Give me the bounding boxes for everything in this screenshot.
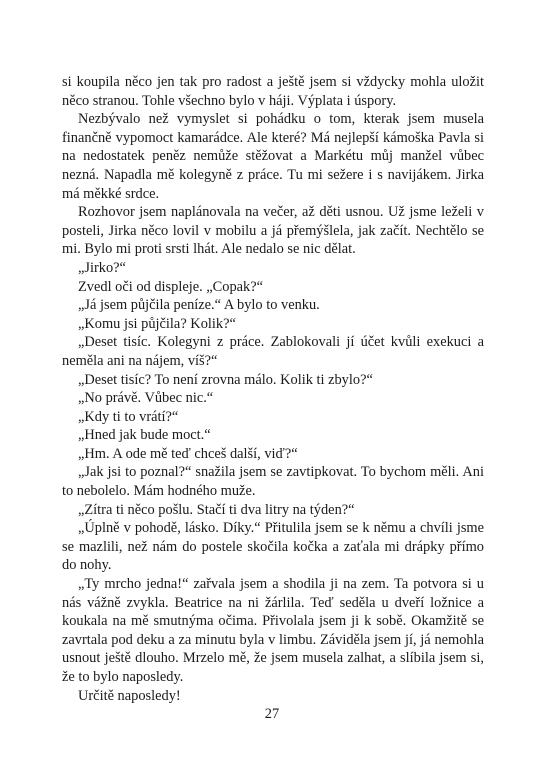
paragraph: „Deset tisíc. Kolegyni z práce. Zablokovali jí účet kvůli exekuci a neměla ani na nájem, víš?“ — [62, 334, 484, 369]
paragraph: „Úplně v pohodě, lásko. Díky.“ Přitulila jsem se k němu a chvíli jsme se mazlili, než nám do postele skočila kočka a zaťala mi drápky přímo do nohy. — [62, 520, 484, 574]
paragraph: „Jirko?“ — [78, 259, 126, 276]
paragraph: Zvedl oči od displeje. „Copak?“ — [78, 278, 264, 295]
paragraph: „No právě. Vůbec nic.“ — [78, 390, 214, 407]
page-number: 27 — [264, 706, 280, 722]
body-text — [62, 73, 484, 705]
paragraph: Nezbývalo než vymyslet si pohádku o tom, kterak jsem musela finančně vypomoct kamarádce. Ale které? Má nejlepší kámoška Pavla si na nedostatek peněz nemůže stěžovat a Markétu můj manžel vůbec nezná. Napadla mě kolegyně z práce. Tu mi sežere i s navijákem. Jirka má měkké srdce. — [62, 111, 484, 202]
paragraph: „Jak jsi to poznal?“ snažila jsem se zavtipkovat. To bychom měli. Ani to nebolelo. Mám hodného muže. — [62, 464, 484, 500]
paragraph: „Deset tisíc? To není zrovna málo. Kolik ti zbylo?“ — [78, 371, 373, 388]
paragraph: „Hned jak bude moct.“ — [78, 427, 211, 444]
paragraph: „Zítra ti něco pošlu. Stačí ti dva litry na týden?“ — [78, 501, 355, 518]
paragraph: Určitě naposledy! — [78, 687, 181, 704]
paragraph: „Kdy ti to vrátí?“ — [78, 408, 179, 425]
paragraph: Rozhovor jsem naplánovala na večer, až děti usnou. Už jsme leželi v posteli, Jirka něco lovil v mobilu a já přemýšlela, jak začít. Nechtělo se mi. Bylo mi proti srsti lhát. Ale nedalo se nic dělat. — [62, 204, 484, 258]
paragraph: „Já jsem půjčila peníze.“ A bylo to venku. — [78, 297, 320, 314]
paragraph: „Hm. A ode mě teď chceš další, viď?“ — [78, 445, 298, 462]
paragraph: „Komu jsi půjčila? Kolik?“ — [78, 315, 236, 332]
paragraph: si koupila něco jen tak pro radost a ještě jsem si vždycky mohla uložit něco stranou. Tohle všechno bylo v háji. Výplata i úspory. — [62, 74, 484, 109]
paragraph: „Ty mrcho jedna!“ zařvala jsem a shodila ji na zem. Ta potvora si u nás vážně zvykla. Beatrice na ni žárlila. Teď seděla u dveří ložnice a koukala na mě smutnýma očima. Přivolala jsem ji k sobě. Okamžitě se zavrtala pod deku a za minutu byla v limbu. Záviděla jsem jí, já nemohla usnout ještě dlouho. Mrzelo mě, že jsem musela zalhat, a slíbila jsem si, že to bylo naposledy. — [62, 576, 484, 685]
